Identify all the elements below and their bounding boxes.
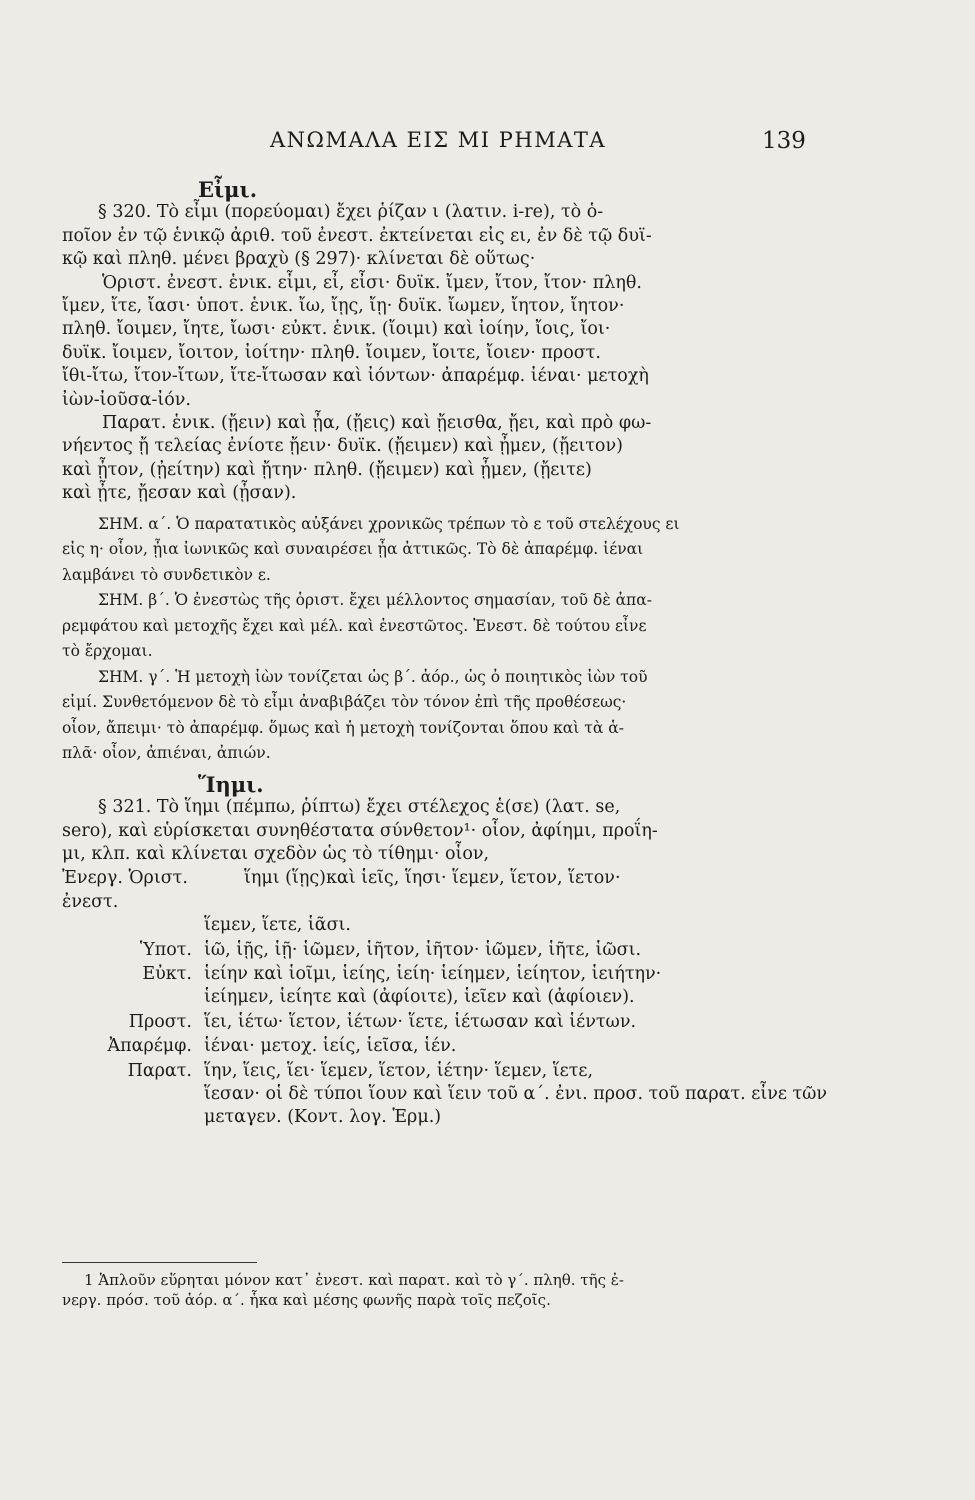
section-heading-eimi: Εἶμι. [198, 177, 258, 202]
conjugation-row [62, 1035, 852, 1058]
paragraph-line: ἴμεν, ἴτε, ἴασι· ὑποτ. ἑνικ. ἴω, ἴῃς, ἴῃ· δυϊκ. ἴωμεν, ἴητον, ἴητον· [62, 296, 625, 317]
note-line: τὸ ἔρχομαι. [62, 642, 153, 661]
conjugation-forms: ἱέναι· μετοχ. ἱείς, ἱεῖσα, ἱέν. [204, 1036, 457, 1057]
paragraph-line: Ὁριστ. ἐνεστ. ἑνικ. εἶμι, εἶ, εἶσι· δυϊκ. ἴμεν, ἴτον, ἴτον· πληθ. [102, 272, 642, 293]
page-number: 139 [762, 128, 806, 154]
conjugation-continuation: ἵεσαν· οἱ δὲ τύποι ἵουν καὶ ἵειν τοῦ α΄. ἐνι. προσ. τοῦ παρατ. εἶνε τῶν μεταγεν. (Κοντ. λογ. Ἑρμ.) [204, 1083, 828, 1128]
conjugation-label: Ἐνεργ. Ὁριστ. ἐνεστ. [62, 868, 188, 912]
conjugation-row [62, 939, 852, 962]
conjugation-label: Προστ. [128, 1011, 192, 1032]
conjugation-label: Εὐκτ. [142, 963, 192, 984]
note-line: λαμβάνει τὸ συνδετικὸν ε. [62, 565, 271, 584]
paragraph-line: δυϊκ. ἴοιμεν, ἴοιτον, ἰοίτην· πληθ. ἴοιμεν, ἴοιτε, ἴοιεν· προστ. [62, 342, 601, 363]
conjugation-continuation: ἱείημεν, ἱείητε καὶ (ἀφίοιτε), ἱεῖεν καὶ (ἀφίοιεν). [204, 987, 635, 1008]
page-header [0, 128, 975, 158]
conjugation-row [62, 867, 852, 914]
note-line: ρεμφάτου καὶ μετοχῆς ἔχει καὶ μέλ. καὶ ἐνεστῶτος. Ἐνεστ. δὲ τούτου εἶνε [62, 616, 647, 635]
conjugation-continuation: ἵεμεν, ἵετε, ἱᾶσι. [204, 915, 351, 936]
note-line: εἰς η· οἷον, ᾖια ἰωνικῶς καὶ συναιρέσει ᾖα ἀττικῶς. Τὸ δὲ ἀπαρέμφ. ἰέναι [62, 540, 644, 559]
paragraph-line: Παρατ. ἑνικ. (ᾔειν) καὶ ᾖα, (ᾔεις) καὶ ᾔεισθα, ᾔει, καὶ πρὸ φω- [102, 413, 652, 434]
paragraph-line: ἴθι-ἴτω, ἴτον-ἴτων, ἴτε-ἴτωσαν καὶ ἰόντων· ἀπαρέμφ. ἰέναι· μετοχὴ [62, 366, 649, 387]
note-line: ΣΗΜ. β΄. Ὁ ἐνεστὼς τῆς ὁριστ. ἔχει μέλλοντος σημασίαν, τοῦ δὲ ἀπα- [98, 591, 652, 610]
conjugation-label: Παρατ. [127, 1060, 192, 1081]
conjugation-forms: ἵει, ἱέτω· ἵετον, ἱέτων· ἵετε, ἱέτωσαν καὶ ἱέντων. [204, 1011, 637, 1032]
footnote-rule [62, 1262, 257, 1263]
paragraph-line: πληθ. ἴοιμεν, ἴητε, ἴωσι· εὐκτ. ἑνικ. (ἴοιμι) καὶ ἰοίην, ἴοις, ἴοι· [62, 319, 611, 340]
paragraph-line: μι, κλπ. καὶ κλίνεται σχεδὸν ὡς τὸ τίθημι· οἷον, [62, 843, 490, 864]
footnote-line: νεργ. πρόσ. τοῦ ἀόρ. α΄. ἧκα καὶ μέσης φωνῆς παρὰ τοῖς πεζοῖς. [62, 1291, 551, 1309]
paragraph-line: § 321. Τὸ ἵημι (πέμπω, ῥίπτω) ἔχει στέλεχος ἑ(σε) (λατ. se, [98, 797, 621, 818]
conjugation-row [62, 1060, 852, 1083]
paragraph-line: κῷ καὶ πληθ. μένει βραχὺ (§ 297)· κλίνεται δὲ οὕτως· [62, 249, 536, 270]
note-line: ΣΗΜ. α΄. Ὁ παρατατικὸς αὐξάνει χρονικῶς τρέπων τὸ ε τοῦ στελέχους ει [98, 514, 680, 533]
paragraph-line: νήεντος ᾔ τελείας ἐνίοτε ᾔειν· δυϊκ. (ᾔειμεν) καὶ ᾖμεν, (ᾔειτον) [62, 436, 623, 457]
running-title: ΑΝΩΜΑΛΑ ΕΙΣ ΜΙ ΡΗΜΑΤΑ [270, 128, 607, 152]
conjugation-label: Ὑποτ. [139, 939, 192, 960]
conjugation-forms: ἱῶ, ἱῇς, ἱῇ· ἱῶμεν, ἱῆτον, ἱῆτον· ἱῶμεν, ἱῆτε, ἱῶσι. [204, 939, 642, 960]
footnote [62, 1270, 852, 1310]
note-line: οἷον, ἄπειμι· τὸ ἀπαρέμφ. ὅμως καὶ ἡ μετοχὴ τονίζονται ὅπου καὶ τὰ ἁ- [62, 718, 624, 737]
note-line: πλᾶ· οἷον, ἀπιέναι, ἀπιών. [62, 744, 271, 763]
footnote-line: 1 Ἁπλοῦν εὕρηται μόνον κατ᾽ ἐνεστ. καὶ παρατ. καὶ τὸ γ΄. πληθ. τῆς ἐ- [84, 1271, 624, 1289]
body-text [62, 178, 852, 1130]
paragraph-line: καὶ ᾖτε, ᾔεσαν καὶ (ᾖσαν). [62, 483, 297, 504]
conjugation-forms: ἱείην καὶ ἱοῖμι, ἱείης, ἱείη· ἱείημεν, ἱείητον, ἱειήτην· [204, 963, 662, 984]
conjugation-row [62, 1011, 852, 1034]
note-line: εἰμί. Συνθετόμενον δὲ τὸ εἶμι ἀναβιβάζει τὸν τόνον ἐπὶ τῆς προθέσεως· [62, 693, 627, 712]
paragraph-line: sero), καὶ εὑρίσκεται συνηθέστατα σύνθετον¹· οἷον, ἀφίημι, προΐη- [62, 820, 658, 841]
section-heading-hemi: Ἵημι. [198, 771, 264, 797]
conjugation-label: Ἀπαρέμφ. [107, 1036, 192, 1057]
paragraph-line: ποῖον ἐν τῷ ἑνικῷ ἀριθ. τοῦ ἐνεστ. ἐκτείνεται εἰς ει, ἐν δὲ τῷ δυϊ- [62, 225, 652, 246]
conjugation-forms: ἵημι (ἵῃς)καὶ ἱεῖς, ἵησι· ἵεμεν, ἵετον, ἵετον· [244, 868, 621, 889]
conjugation-row [62, 963, 852, 986]
paragraph-line: καὶ ᾖτον, (ᾐείτην) καὶ ᾔτην· πληθ. (ᾔειμεν) καὶ ᾖμεν, (ᾔειτε) [62, 459, 592, 480]
conjugation-forms: ἵην, ἵεις, ἵει· ἵεμεν, ἵετον, ἱέτην· ἵεμεν, ἵετε, [204, 1060, 594, 1081]
paragraph-line: § 320. Τὸ εἶμι (πορεύομαι) ἔχει ῥίζαν ι (λατιν. i-re), τὸ ὁ- [98, 202, 604, 223]
note-line: ΣΗΜ. γ΄. Ἡ μετοχὴ ἰὼν τονίζεται ὡς β΄. ἀόρ., ὡς ὁ ποιητικὸς ἰὼν τοῦ [98, 667, 648, 686]
paragraph-line: ἰὼν-ἰοῦσα-ἰόν. [62, 389, 191, 410]
